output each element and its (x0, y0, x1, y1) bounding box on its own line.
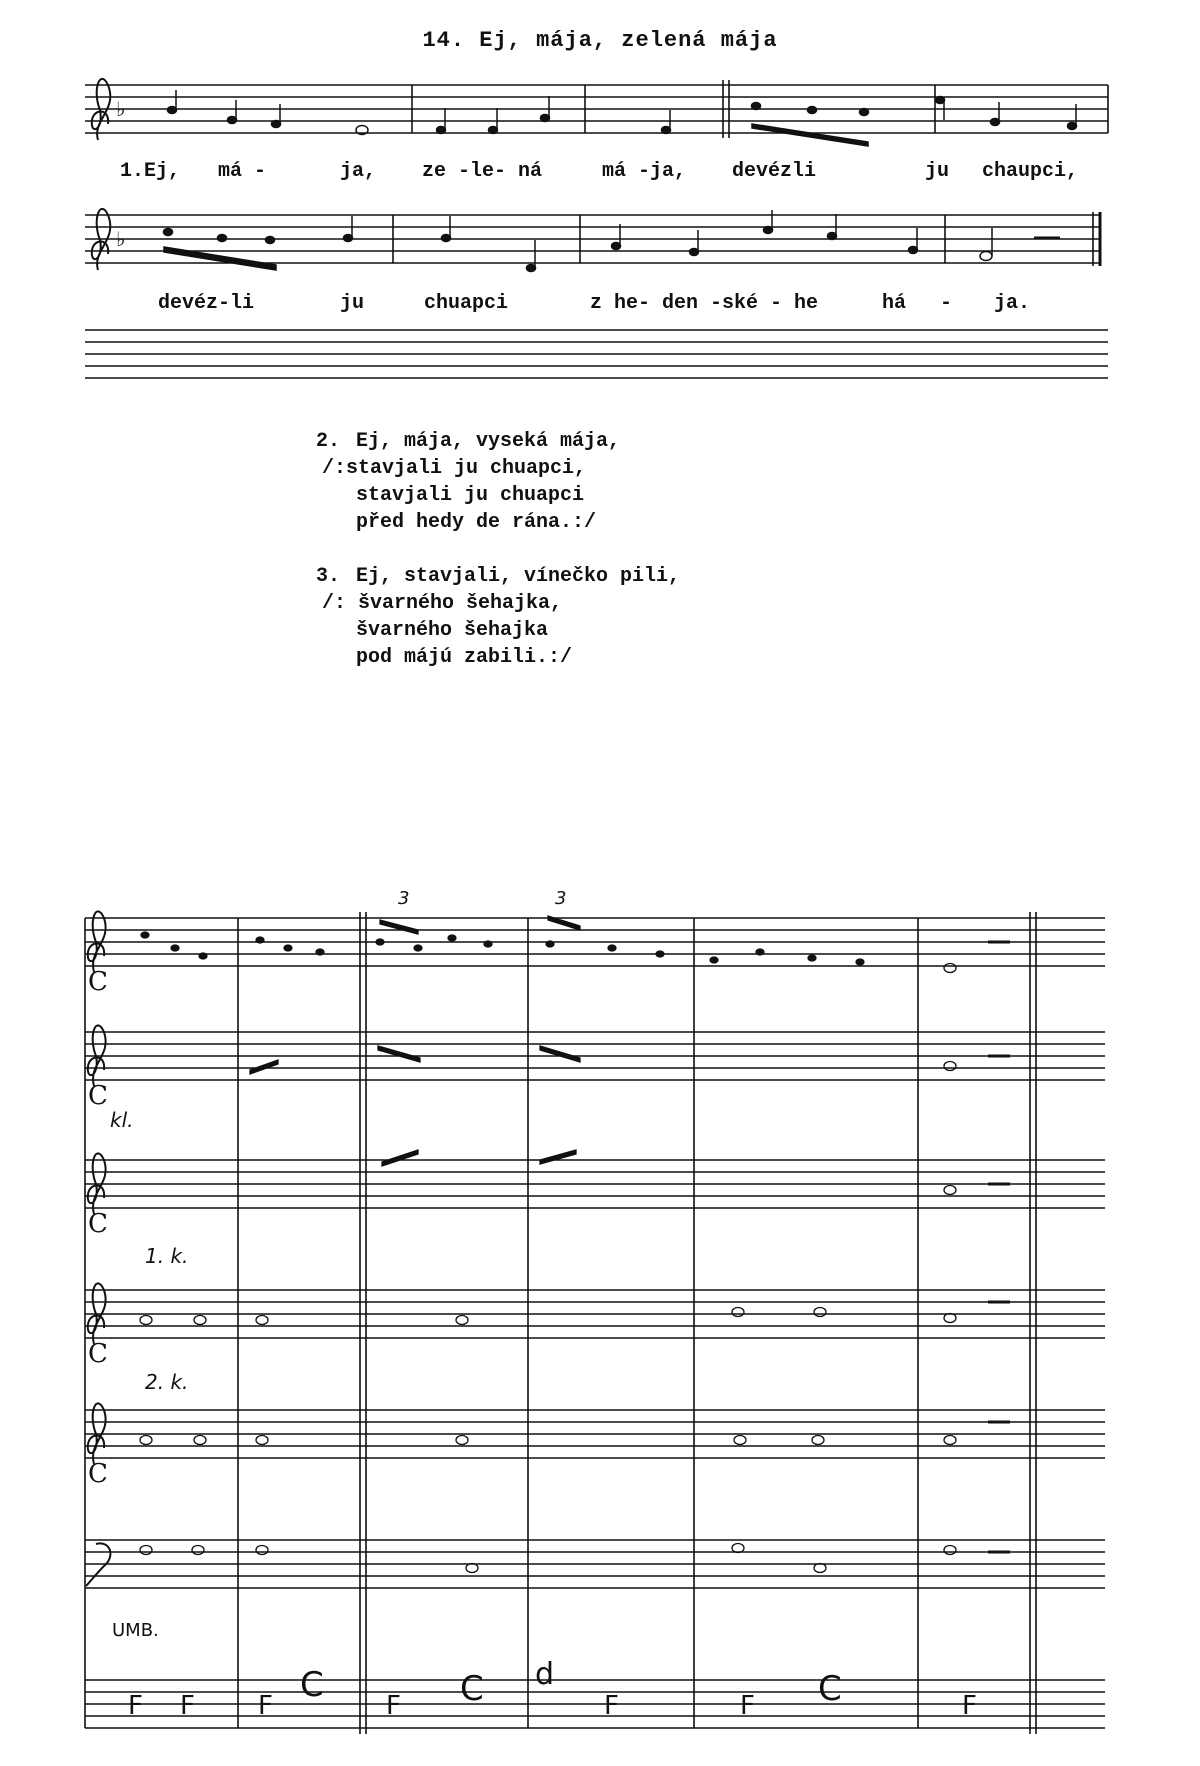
verse-line: před hedy de rána.:/ (356, 511, 597, 534)
lyric-syllable: 1.Ej, (120, 160, 181, 183)
svg-text:C: C (460, 1669, 484, 1709)
common-time-icon: C (88, 1209, 108, 1239)
empty-staff (85, 330, 1108, 378)
verse-line: Ej, stavjali, vínečko pili, (356, 565, 681, 588)
lyric-syllable: ze -le- ná (422, 160, 543, 183)
verse-line: stavjali ju chuapci (356, 484, 585, 507)
common-time-icon: C (88, 1459, 108, 1489)
staff-label: 1. k. (145, 1244, 189, 1268)
lyric-syllable: ja. (994, 292, 1031, 315)
flat-icon: ♭ (116, 227, 126, 251)
verse-line: pod májú zabili.:/ (356, 646, 573, 669)
staff-label: 2. k. (145, 1370, 189, 1394)
svg-text:F: F (740, 1691, 755, 1721)
svg-text:d: d (535, 1657, 555, 1692)
tuplet-mark: 3 (398, 888, 410, 909)
vocal-staff-2 (85, 212, 1100, 266)
svg-text:C: C (818, 1669, 842, 1709)
tuplet-mark: 3 (555, 888, 567, 909)
lyric-syllable: chuapci (424, 292, 509, 315)
lyric-syllable: má -ja, (602, 160, 687, 183)
svg-text:F: F (386, 1691, 401, 1721)
lyric-syllable: há (882, 292, 907, 315)
lyric-syllable: ja, (340, 160, 377, 183)
svg-text:F: F (604, 1691, 619, 1721)
common-time-icon: C (88, 967, 108, 997)
common-time-icon: C (88, 1081, 108, 1111)
flat-icon: ♭ (116, 97, 126, 121)
verse-number: 3. (316, 565, 341, 588)
verse-line: Ej, mája, vyseká mája, (356, 430, 621, 453)
lyric-syllable: - (940, 292, 953, 315)
svg-text:F: F (180, 1691, 195, 1721)
lyric-syllable: devézli (732, 160, 817, 183)
lyric-syllable: má - (218, 160, 267, 183)
svg-text:F: F (128, 1691, 143, 1721)
staff-label: kl. (110, 1108, 134, 1132)
svg-text:F: F (962, 1691, 977, 1721)
svg-text:F: F (258, 1691, 273, 1721)
staff-label: UMB. (112, 1620, 159, 1641)
lyric-syllable: devéz-li (158, 292, 255, 315)
verse-line: švarného šehajka (356, 619, 549, 642)
verse-line: /:stavjali ju chuapci, (322, 457, 587, 480)
common-time-icon: C (88, 1339, 108, 1369)
svg-text:C: C (300, 1665, 324, 1705)
vocal-staff-1 (85, 80, 1108, 138)
verse-number: 2. (316, 430, 341, 453)
verse-line: /: švarného šehajka, (322, 592, 563, 615)
score-barlines (85, 912, 1036, 1734)
lyric-syllable: ju (340, 292, 365, 315)
lyric-syllable: z he- den -ské - he (590, 292, 819, 315)
lyric-syllable: chaupci, (982, 160, 1079, 183)
song-title: 14. Ej, mája, zelená mája (422, 28, 778, 53)
lyric-syllable: ju (925, 160, 950, 183)
